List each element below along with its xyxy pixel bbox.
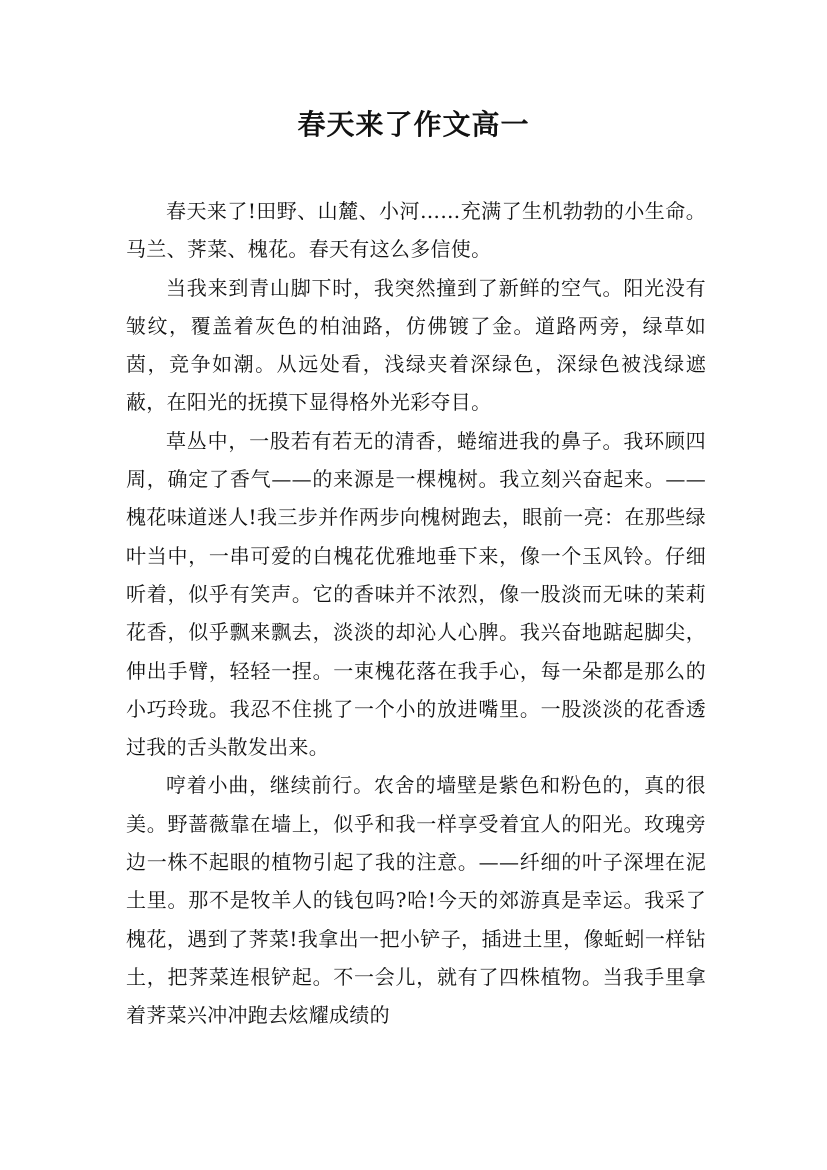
paragraph-2: 当我来到青山脚下时，我突然撞到了新鲜的空气。阳光没有皱纹，覆盖着灰色的柏油路，仿佛镀了金。道路两旁，绿草如茵，竞争如潮。从远处看，浅绿夹着深绿色，深绿色被浅绿遮蔽，在阳光的抚摸下显得格外光彩夺目。 — [126, 275, 706, 415]
paragraph-4: 哼着小曲，继续前行。农舍的墙壁是紫色和粉色的，真的很美。野蔷薇靠在墙上，似乎和我一样享受着宜人的阳光。玫瑰旁边一株不起眼的植物引起了我的注意。——纤细的叶子深埋在泥土里。那不是牧羊人的钱包吗?哈!今天的郊游真是幸运。我采了槐花，遇到了荠菜!我拿出一把小铲子，插进土里，像蚯蚓一样钻土，把荠菜连根铲起。不一会儿，就有了四株植物。当我手里拿着荠菜兴冲冲跑去炫耀成绩的 — [126, 773, 706, 1028]
paragraph-3: 草丛中，一股若有若无的清香，蜷缩进我的鼻子。我环顾四周，确定了香气——的来源是一棵槐树。我立刻兴奋起来。——槐花味道迷人!我三步并作两步向槐树跑去，眼前一亮：在那些绿叶当中，一串可爱的白槐花优雅地垂下来，像一个玉风铃。仔细听着，似乎有笑声。它的香味并不浓烈，像一股淡而无味的茉莉花香，似乎飘来飘去，淡淡的却沁人心脾。我兴奋地踮起脚尖，伸出手臂，轻轻一捏。一束槐花落在我手心，每一朵都是那么的小巧玲珑。我忍不住挑了一个小的放进嘴里。一股淡淡的花香透过我的舌头散发出来。 — [126, 428, 706, 760]
document-title: 春天来了作文高一 — [297, 108, 530, 141]
document-body — [126, 192, 706, 1035]
paragraph-1: 春天来了!田野、山麓、小河……充满了生机勃勃的小生命。马兰、荠菜、槐花。春天有这么多信使。 — [126, 199, 706, 262]
